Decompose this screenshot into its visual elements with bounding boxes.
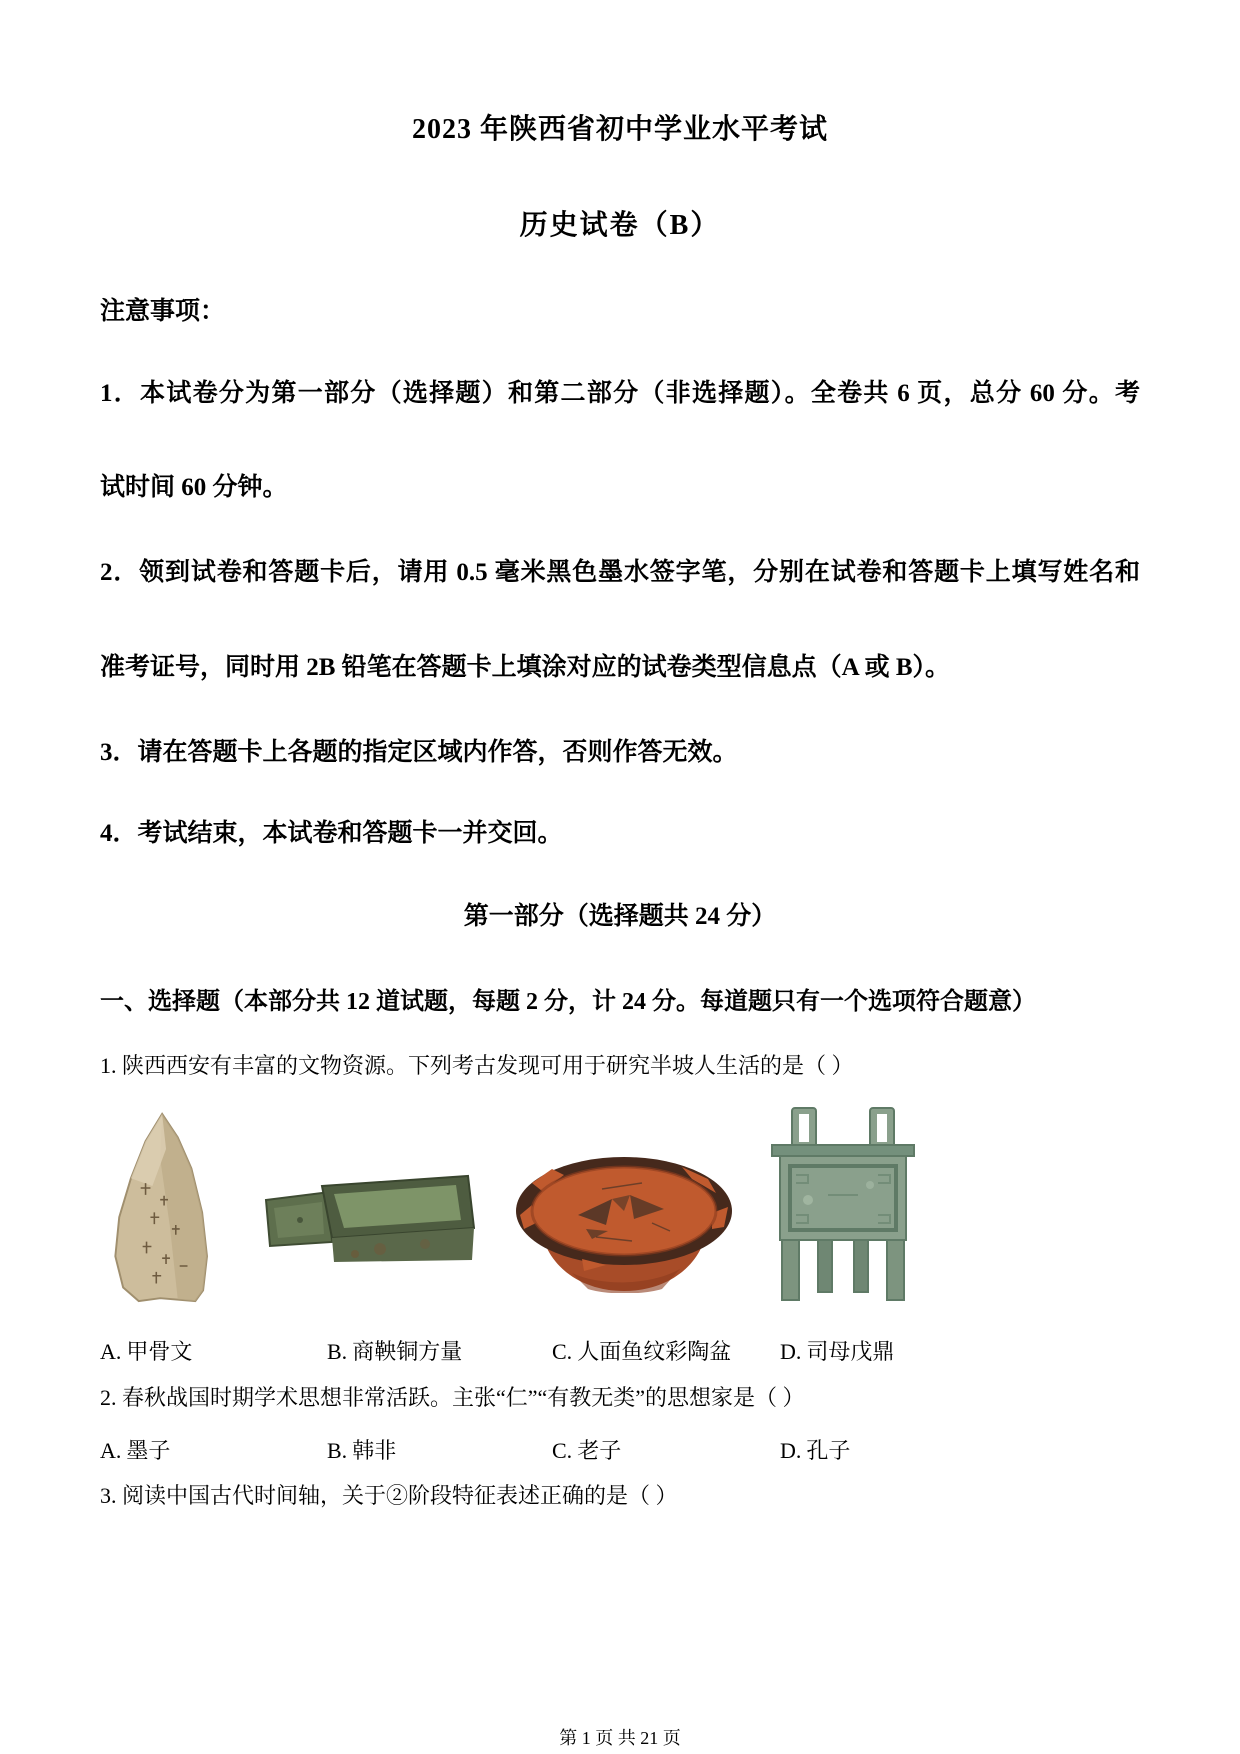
notice-line-5: 3．请在答题卡上各题的指定区域内作答，否则作答无效。	[100, 739, 738, 766]
question-1-text: 1. 陕西西安有丰富的文物资源。下列考古发现可用于研究半坡人生活的是（ ）	[100, 1053, 854, 1078]
question-1-option-b: B. 商鞅铜方量	[327, 1339, 463, 1364]
question-1-option-d: D. 司母戊鼎	[780, 1339, 895, 1364]
question-1-figures	[100, 1105, 1140, 1305]
question-2-text: 2. 春秋战国时期学术思想非常活跃。主张“仁”“有教无类”的思想家是（ ）	[100, 1385, 805, 1410]
painted-pottery-basin-image	[512, 1153, 737, 1293]
question-2-option-b: B. 韩非	[327, 1438, 397, 1463]
question-3-text: 3. 阅读中国古代时间轴，关于②阶段特征表述正确的是（ ）	[100, 1483, 678, 1508]
notice-line-6: 4．考试结束，本试卷和答题卡一并交回。	[100, 820, 563, 847]
question-2-option-d: D. 孔子	[780, 1438, 851, 1463]
square-bronze-ding-image	[758, 1105, 928, 1305]
part1-instruction: 一、选择题（本部分共 12 道试题，每题 2 分，计 24 分。每道题只有一个选项符合题意）	[100, 989, 1036, 1015]
question-1-option-a: A. 甲骨文	[100, 1339, 193, 1364]
notice-line-3: 2．领到试卷和答题卡后，请用 0.5 毫米黑色墨水签字笔，分别在试卷和答题卡上填写姓名和	[100, 559, 1140, 586]
notice-heading: 注意事项：	[100, 298, 226, 325]
exam-title-line1: 2023 年陕西省初中学业水平考试	[411, 114, 828, 145]
bronze-square-measure-image	[260, 1170, 475, 1265]
question-2-option-c: C. 老子	[552, 1438, 622, 1463]
question-2-option-a: A. 墨子	[100, 1438, 171, 1463]
notice-line-2: 试时间 60 分钟。	[100, 474, 288, 501]
oracle-bone-image	[100, 1110, 235, 1305]
notice-line-4: 准考证号，同时用 2B 铅笔在答题卡上填涂对应的试卷类型信息点（A 或 B）。	[100, 654, 951, 681]
notice-line-1: 1．本试卷分为第一部分（选择题）和第二部分（非选择题）。全卷共 6 页，总分 60 分。考	[100, 380, 1140, 407]
question-1-option-c: C. 人面鱼纹彩陶盆	[552, 1339, 732, 1364]
question-2-options	[100, 1437, 1140, 1465]
page-number-footer: 第 1 页 共 21 页	[559, 1728, 681, 1748]
part1-heading: 第一部分（选择题共 24 分）	[463, 903, 777, 930]
exam-title-line2: 历史试卷（B）	[519, 210, 721, 241]
question-1-options	[100, 1338, 1140, 1366]
